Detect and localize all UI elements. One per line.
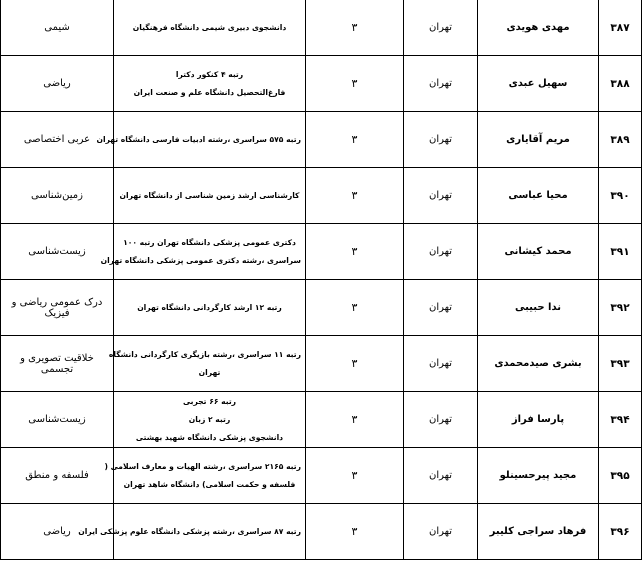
qualification-cell [114, 0, 306, 56]
name-cell: مهدی هویدی [478, 0, 599, 56]
row-number-cell: ۳۹۱ [599, 224, 642, 280]
city-cell: تهران [404, 224, 478, 280]
table-row [1, 448, 642, 504]
subject-cell: زیست‌شناسی [1, 224, 114, 280]
name-cell: سهیل عبدی [478, 56, 599, 112]
qualification-line: تهران [198, 367, 221, 377]
name-cell: ندا حبیبی [478, 280, 599, 336]
subject-cell: درک عمومی ریاضی و فیزیک [1, 280, 114, 336]
subject-cell: زیست‌شناسی [1, 392, 114, 448]
subject-cell: عربی اختصاصی [1, 112, 114, 168]
qualification-line: رتبه ۶۶ تجربی [182, 396, 237, 406]
count-cell: ۳ [306, 168, 404, 224]
table-row [1, 504, 642, 560]
count-cell: ۳ [306, 0, 404, 56]
qualification-line: رتبه ۲۱۶۵ سراسری ،رشته الهیات و معارف اسلامی ( [104, 461, 301, 471]
table-body [1, 0, 642, 560]
subject-cell: ریاضی [1, 504, 114, 560]
row-number-cell: ۳۸۸ [599, 56, 642, 112]
count-cell: ۳ [306, 224, 404, 280]
qualification-cell [114, 168, 306, 224]
qualification-line: فارغ‌التحصیل دانشگاه علم و صنعت ایران [133, 87, 286, 97]
name-cell: مجید پیرحسینلو [478, 448, 599, 504]
table-row [1, 0, 642, 56]
qualification-cell [108, 336, 306, 392]
qualification-cell [114, 56, 306, 112]
count-cell: ۳ [306, 56, 404, 112]
city-cell: تهران [404, 0, 478, 56]
row-number-cell: ۳۸۹ [599, 112, 642, 168]
qualification-line: کارشناسی ارشد زمین شناسی از دانشگاه تهران [119, 190, 300, 200]
subject-cell: خلاقیت تصویری و تجسمی [1, 336, 114, 392]
qualification-line: رتبه ۲ زبان [188, 414, 231, 424]
qualification-line: رتبه ۴ کنکور دکترا [175, 69, 244, 79]
city-cell: تهران [404, 112, 478, 168]
name-cell: محمد کیشانی [478, 224, 599, 280]
qualification-cell [114, 280, 306, 336]
qualification-line: رتبه ۵۷۵ سراسری ،رشته ادبیات فارسی دانشگاه تهران [96, 134, 301, 144]
qualification-line: دانشجوی دبیری شیمی دانشگاه فرهنگیان [132, 22, 287, 32]
name-cell: بشری صیدمحمدی [478, 336, 599, 392]
count-cell: ۳ [306, 448, 404, 504]
qualification-cell [100, 224, 306, 280]
subject-cell: ریاضی [1, 56, 114, 112]
subject-cell: فلسفه و منطق [1, 448, 114, 504]
qualification-line: دکتری عمومی پزشکی دانشگاه تهران رتبه ۱۰۰ [123, 237, 296, 247]
row-number-cell: ۳۹۰ [599, 168, 642, 224]
table-row [1, 224, 642, 280]
qualification-line: رتبه ۸۷ سراسری ،رشته پزشکی دانشگاه علوم پزشکی ایران [78, 526, 301, 536]
subject-cell: زمین‌شناسی [1, 168, 114, 224]
subject-cell: شیمی [1, 0, 114, 56]
count-cell: ۳ [306, 112, 404, 168]
name-cell: محیا عباسی [478, 168, 599, 224]
count-cell: ۳ [306, 504, 404, 560]
qualification-cell [104, 448, 306, 504]
table-row [1, 56, 642, 112]
row-number-cell: ۳۹۳ [599, 336, 642, 392]
row-number-cell: ۳۹۶ [599, 504, 642, 560]
qualification-line: رتبه ۱۱ سراسری ،رشته بازیگری کارگردانی دانشگاه [108, 349, 301, 359]
table-row [1, 336, 642, 392]
city-cell: تهران [404, 56, 478, 112]
city-cell: تهران [404, 280, 478, 336]
count-cell: ۳ [306, 392, 404, 448]
qualification-line: فلسفه و حکمت اسلامی) دانشگاه شاهد تهران [123, 479, 296, 489]
city-cell: تهران [404, 504, 478, 560]
qualification-cell [78, 504, 306, 560]
name-cell: فرهاد سراجی کلیبر [478, 504, 599, 560]
qualification-cell [96, 112, 306, 168]
city-cell: تهران [404, 392, 478, 448]
qualification-line: رتبه ۱۲ ارشد کارگردانی دانشگاه تهران [137, 302, 282, 312]
name-cell: مریم آقایاری [478, 112, 599, 168]
qualification-line: سراسری ،رشته دکتری عمومی پزشکی دانشگاه تهران [100, 255, 301, 265]
row-number-cell: ۳۹۴ [599, 392, 642, 448]
count-cell: ۳ [306, 336, 404, 392]
table-row [1, 112, 642, 168]
table-row [1, 392, 642, 448]
count-cell: ۳ [306, 280, 404, 336]
city-cell: تهران [404, 168, 478, 224]
city-cell: تهران [404, 336, 478, 392]
row-number-cell: ۳۹۲ [599, 280, 642, 336]
table-row [1, 280, 642, 336]
table-row [1, 168, 642, 224]
qualification-line: دانشجوی پزشکی دانشگاه شهید بهشتی [135, 432, 284, 442]
row-number-cell: ۳۹۵ [599, 448, 642, 504]
name-cell: پارسا فراز [478, 392, 599, 448]
qualification-cell [114, 392, 306, 448]
city-cell: تهران [404, 448, 478, 504]
row-number-cell: ۳۸۷ [599, 0, 642, 56]
